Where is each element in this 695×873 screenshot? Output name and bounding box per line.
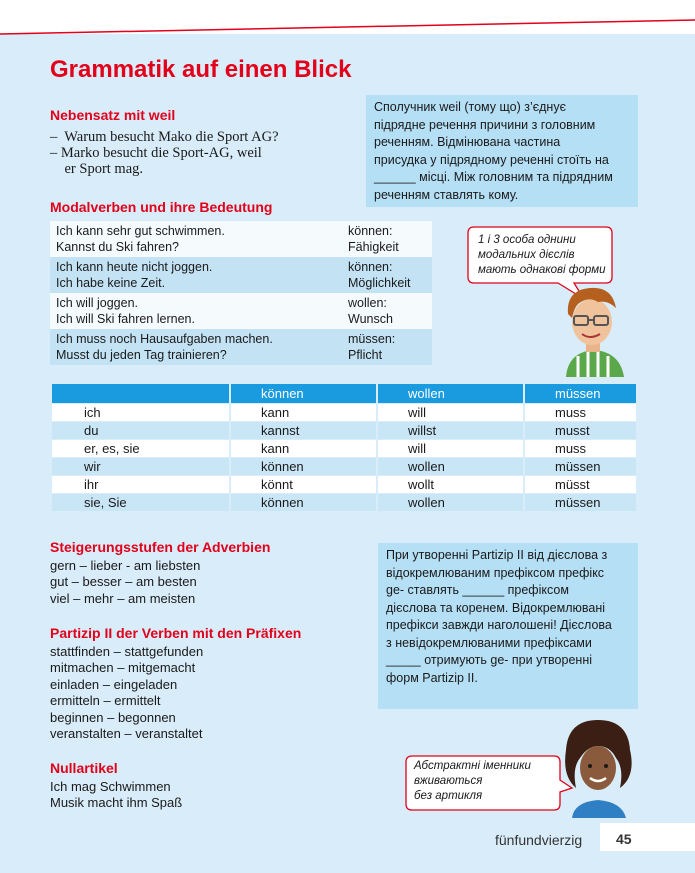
weil-info-box — [366, 95, 638, 207]
nebensatz-line: – Marko besucht die Sport-AG, weil — [50, 145, 262, 161]
partizip-info-line: відокремлюваним префіксом префікс — [386, 565, 605, 580]
partizip-heading: Partizip II der Verben mit den Präfixen — [50, 625, 302, 641]
partizip-info-line: дієслова та коренем. Відокремлювані — [386, 600, 606, 615]
page-title: Grammatik auf einen Blick — [50, 56, 352, 83]
bubble-line: модальних дієслів — [478, 249, 575, 261]
form-cell: könnt — [231, 476, 376, 493]
conjugation-table — [50, 383, 638, 512]
bubble-line: вживаються — [414, 775, 483, 787]
boy-bubble-text — [478, 233, 605, 278]
partizip-line: mitmachen – mitgemacht — [50, 660, 196, 676]
form-cell: muss — [525, 440, 636, 457]
bubble-line: Абстрактні іменники — [414, 760, 531, 772]
modal-heading: Modalverben und ihre Bedeutung — [50, 199, 273, 215]
page-number: 45 — [616, 831, 632, 847]
weil-info-line: підрядне речення причини з головним — [374, 117, 596, 132]
conjugation-header — [52, 384, 229, 403]
form-cell: will — [378, 440, 523, 457]
bubble-line: без артикля — [414, 790, 483, 802]
bubble-line: мають однакові форми — [478, 264, 606, 276]
partizip-info-line: ge- ставлять ______ префіксом — [386, 583, 569, 597]
modal-verb: wollen: — [348, 296, 387, 310]
partizip-line: veranstalten – veranstaltet — [50, 726, 203, 742]
pronoun-cell: sie, Sie — [52, 494, 229, 511]
partizip-line: beginnen – begonnen — [50, 709, 176, 725]
conjugation-row — [52, 494, 636, 511]
modal-row — [50, 257, 432, 293]
steigerung-line: gern – lieber - am liebsten — [50, 558, 201, 573]
form-cell: können — [231, 494, 376, 511]
form-cell: wollen — [378, 494, 523, 511]
modal-sentence: Ich kann heute nicht joggen. — [56, 260, 213, 274]
modal-meaning: Möglichkeit — [348, 276, 411, 290]
steigerung-line: viel – mehr – am meisten — [50, 590, 196, 606]
modal-sentence: Ich will Ski fahren lernen. — [56, 312, 195, 326]
nullartikel-line: Musik macht ihm Spaß — [50, 795, 183, 811]
nebensatz-examples — [50, 129, 279, 177]
form-cell: wollt — [378, 476, 523, 493]
pronoun-cell: er, es, sie — [52, 440, 229, 457]
modal-sentence: Ich habe keine Zeit. — [56, 276, 166, 290]
form-cell: wollen — [378, 458, 523, 475]
weil-info-line: реченням. Відмінювана частина — [374, 135, 561, 149]
modal-meaning: Wunsch — [348, 312, 393, 326]
form-cell: will — [378, 404, 523, 421]
weil-info-line: реченням ставлять кому. — [374, 187, 519, 202]
pronoun-cell: ich — [52, 404, 229, 421]
conjugation-row — [52, 422, 636, 439]
nullartikel-list — [50, 779, 182, 812]
page-number-box — [600, 823, 695, 851]
partizip-info-line: з невідокремлюваними префіксами — [386, 635, 592, 650]
pronoun-cell: du — [52, 422, 229, 439]
conjugation-row — [52, 404, 636, 421]
form-cell: kann — [231, 404, 376, 421]
modal-sentence: Musst du jeden Tag trainieren? — [56, 348, 227, 362]
girl-illustration — [558, 716, 638, 818]
modal-meaning-table — [50, 221, 432, 365]
steigerung-line: gut – besser – am besten — [50, 574, 197, 590]
steigerung-list — [50, 558, 200, 607]
modal-meaning: Fähigkeit — [348, 240, 399, 254]
partizip-line: ermitteln – ermittelt — [50, 693, 161, 709]
partizip-info-line: префікси завжди наголошені! Дієслова — [386, 618, 612, 632]
modal-meaning: Pflicht — [348, 348, 383, 362]
nebensatz-line: – Warum besucht Mako die Sport AG? — [50, 129, 279, 145]
partizip-info-line: _____ отримують ge- при утворенні — [386, 653, 592, 667]
weil-info-line: ______ місці. Між головним та підрядним — [374, 170, 613, 184]
conjugation-row — [52, 440, 636, 457]
modal-sentence: Ich muss noch Hausaufgaben machen. — [56, 332, 273, 346]
modal-sentence: Kannst du Ski fahren? — [56, 240, 179, 254]
modal-verb: können: — [348, 224, 393, 238]
boy-illustration — [548, 282, 640, 377]
form-cell: kann — [231, 440, 376, 457]
pronoun-cell: ihr — [52, 476, 229, 493]
form-cell: kannst — [231, 422, 376, 439]
form-cell: müssen — [525, 458, 636, 475]
modal-row — [50, 221, 432, 257]
girl-bubble-text — [414, 759, 531, 804]
conjugation-row — [52, 458, 636, 475]
form-cell: können — [231, 458, 376, 475]
form-cell: müssen — [525, 494, 636, 511]
pronoun-cell: wir — [52, 458, 229, 475]
nullartikel-line: Ich mag Schwimmen — [50, 779, 171, 794]
weil-info-line: Сполучник weil (тому що) з’єднує — [374, 100, 566, 114]
modal-verb: müssen: — [348, 332, 396, 346]
partizip-list — [50, 644, 203, 742]
form-cell: musst — [525, 422, 636, 439]
nebensatz-heading: Nebensatz mit weil — [50, 107, 176, 123]
bubble-line: 1 і 3 особа однини — [478, 234, 576, 246]
modal-verb: können: — [348, 260, 393, 274]
top-red-line — [0, 0, 695, 40]
conjugation-header-row — [52, 384, 636, 403]
partizip-line: einladen – eingeladen — [50, 676, 178, 692]
weil-info-line: присудка у підрядному реченні стоїть на — [374, 152, 609, 167]
nebensatz-line: er Sport mag. — [50, 161, 144, 177]
form-cell: muss — [525, 404, 636, 421]
partizip-info-box — [378, 543, 638, 709]
modal-sentence: Ich will joggen. — [56, 296, 138, 310]
form-cell: müsst — [525, 476, 636, 493]
conjugation-header: können — [231, 384, 376, 403]
conjugation-header: müssen — [525, 384, 636, 403]
modal-row — [50, 293, 432, 329]
conjugation-row — [52, 476, 636, 493]
nullartikel-heading: Nullartikel — [50, 760, 118, 776]
steigerung-heading: Steigerungsstufen der Adverbien — [50, 539, 271, 555]
partizip-line: stattfinden – stattgefunden — [50, 644, 204, 659]
modal-row — [50, 329, 432, 365]
form-cell: willst — [378, 422, 523, 439]
conjugation-header: wollen — [378, 384, 523, 403]
page-number-word: fünfundvierzig — [495, 832, 583, 848]
partizip-info-line: При утворенні Partizip II від дієслова з — [386, 548, 608, 562]
partizip-info-line: форм Partizip II. — [386, 670, 478, 685]
modal-sentence: Ich kann sehr gut schwimmen. — [56, 224, 225, 238]
